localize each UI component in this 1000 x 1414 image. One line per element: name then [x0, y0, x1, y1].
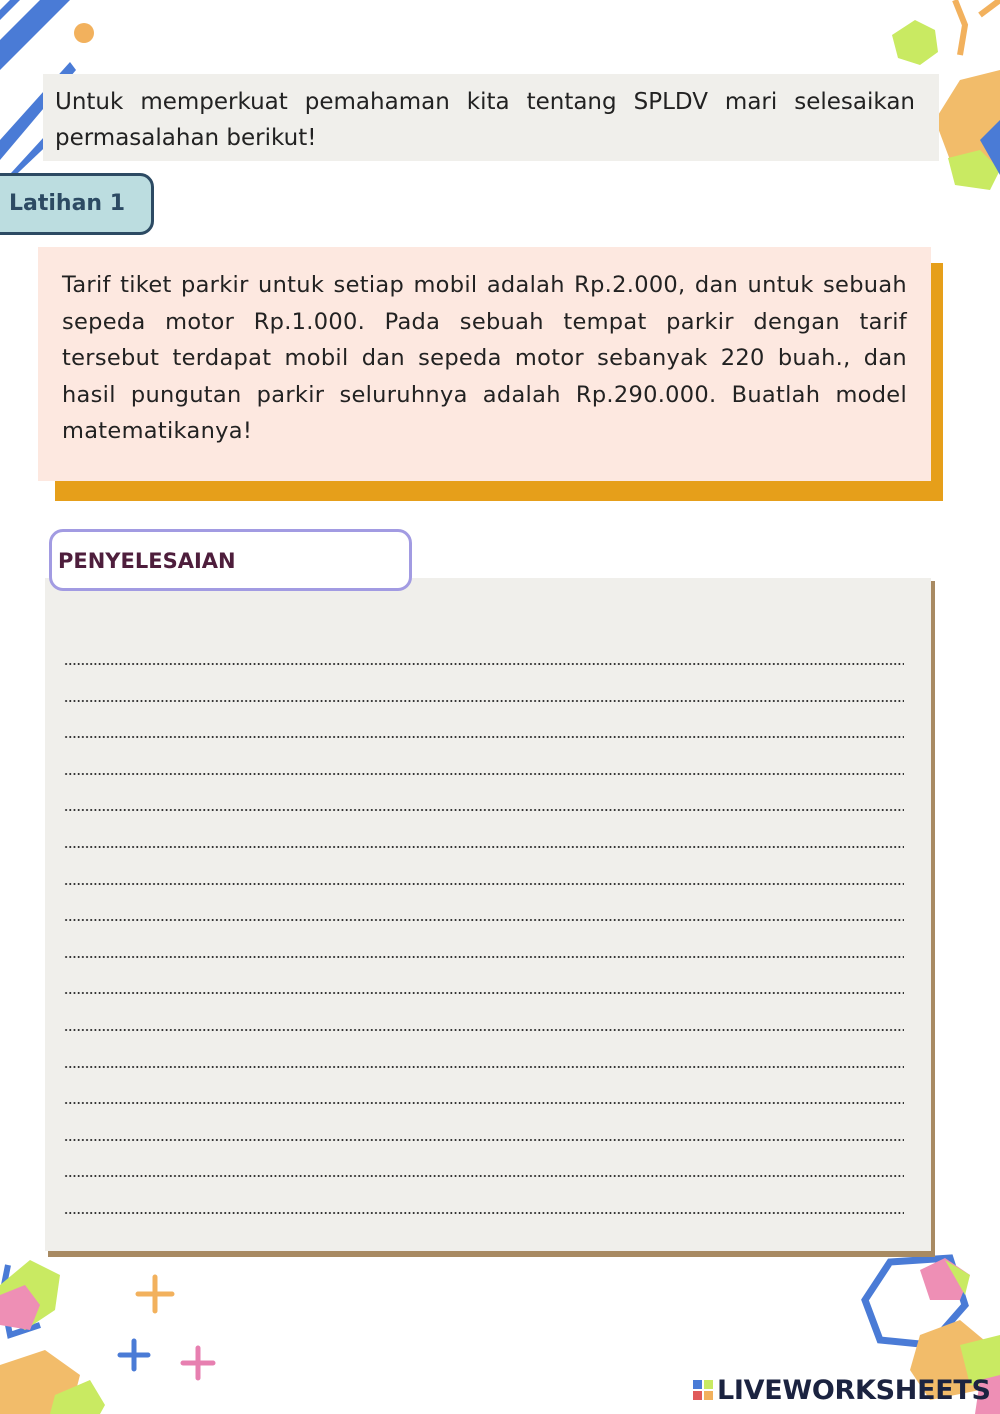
- answer-line[interactable]: [64, 1175, 904, 1177]
- logo-text: LIVEWORKSHEETS: [717, 1375, 991, 1406]
- exercise-label-tag: [0, 173, 154, 235]
- answer-label-tag: [49, 529, 412, 591]
- decoration-bottom-left: [0, 1255, 240, 1414]
- answer-line[interactable]: [64, 809, 904, 811]
- problem-text: Tarif tiket parkir untuk setiap mobil adalah Rp.2.000, dan untuk sebuah sepeda motor Rp.1.000. Pada sebuah tempat parkir dengan tarif tersebut terdapat mobil dan sepeda motor sebanyak 220 buah., dan hasil pungutan parkir seluruhnya adalah Rp.290.000. Buatlah model matematikanya!: [62, 272, 907, 444]
- answer-line[interactable]: [64, 1029, 904, 1031]
- answer-line[interactable]: [64, 736, 904, 738]
- problem-card: [38, 247, 931, 481]
- answer-line[interactable]: [64, 1066, 904, 1068]
- answer-line[interactable]: [64, 1102, 904, 1104]
- answer-line[interactable]: [64, 919, 904, 921]
- answer-line[interactable]: [64, 992, 904, 994]
- answer-label: PENYELESAIAN: [58, 549, 236, 573]
- answer-line[interactable]: [64, 1212, 904, 1214]
- answer-line[interactable]: [64, 773, 904, 775]
- answer-line[interactable]: [64, 663, 904, 665]
- intro-box: [43, 74, 939, 161]
- exercise-label: Latihan 1: [9, 191, 126, 216]
- logo-icon: [693, 1380, 713, 1400]
- answer-line[interactable]: [64, 846, 904, 848]
- answer-line[interactable]: [64, 883, 904, 885]
- answer-line[interactable]: [64, 1139, 904, 1141]
- answer-line[interactable]: [64, 700, 904, 702]
- answer-area[interactable]: [45, 578, 931, 1251]
- intro-text: Untuk memperkuat pemahaman kita tentang SPLDV mari selesaikan permasalahan berikut!: [55, 89, 915, 151]
- answer-line[interactable]: [64, 956, 904, 958]
